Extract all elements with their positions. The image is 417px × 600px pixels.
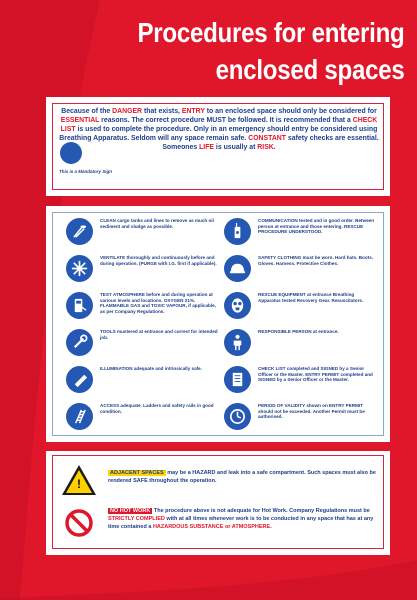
mandatory-sign-icon xyxy=(60,142,82,164)
procedure-text: SAFETY CLOTHING must be worn. Hard hats. Boots. Gloves. Harness. Protective Clothes. xyxy=(258,255,374,266)
procedure-item xyxy=(56,218,216,255)
no-hot-work-text xyxy=(108,507,380,531)
exclamation-icon: ! xyxy=(77,477,81,491)
ladder-icon xyxy=(66,403,93,430)
procedure-text: VENTILATE thoroughly and continuously before and during operation. (PURGE with I.G. first if applicable). xyxy=(100,255,217,266)
checklist-word: CHECK LIST xyxy=(60,117,378,133)
procedure-text: PERIOD OF VALIDITY shown on ENTRY PERMIT should not be exceeded. Another Permit must be authorised. xyxy=(258,403,365,420)
procedure-item xyxy=(214,403,374,440)
title-line-1: Procedures for entering xyxy=(137,17,405,48)
clock-icon xyxy=(224,403,251,430)
procedure-text: ILLUMINATION adequate and intrinsically safe. xyxy=(100,366,203,371)
procedure-text: TOOLS mustered at entrance and correct for intended job. xyxy=(100,329,218,340)
mandatory-caption: This is a Mandatory Sign xyxy=(59,169,113,174)
intro-fragment: is usually at xyxy=(214,144,258,151)
intro-fragment: is used to complete the procedure. Only in an emergency should entry be considered using Breathing Apparatus. Seldom will any space remain safe. xyxy=(59,126,378,142)
procedure-item xyxy=(214,255,374,292)
procedure-item xyxy=(214,366,374,403)
intro-fragment: . xyxy=(273,144,276,151)
wrench-icon xyxy=(66,329,93,356)
procedures-left-column xyxy=(56,218,216,440)
adjacent-spaces-tag: ADJACENT SPACES xyxy=(110,470,164,476)
risk-word: RISK xyxy=(257,144,274,151)
cargo-tank-icon xyxy=(66,218,93,245)
breathing-mask-icon xyxy=(224,292,251,319)
torch-icon xyxy=(66,366,93,393)
radio-icon xyxy=(224,218,251,245)
procedure-text: CHECK LIST completed and SIGNED by a Senior Officer or the Master. ENTRY PERMIT completed and SIGNED by a Senior Officer or the Master. xyxy=(258,366,373,383)
strictly-complied-word: STRICTLY COMPLIED xyxy=(108,516,165,522)
entry-word: ENTRY xyxy=(181,108,205,115)
hard-hat-icon xyxy=(224,255,251,282)
procedures-panel xyxy=(46,206,390,442)
procedure-item xyxy=(56,366,216,403)
procedures-right-column xyxy=(214,218,374,440)
procedure-item xyxy=(56,255,216,292)
adjacent-fragment: may be a HAZARD and leak into a safe compartment. Such spaces must also be rendered SAFE throughout the operation. xyxy=(108,470,376,484)
intro-fragment: Because of the xyxy=(61,108,113,115)
hazardous-substance-word: HAZARDOUS SUBSTANCE or ATMOSPHERE xyxy=(152,524,271,530)
no-hot-work-fragment: . xyxy=(270,524,272,530)
no-hot-work-tag: NO HOT WORK xyxy=(110,508,151,514)
procedure-item xyxy=(214,218,374,255)
procedure-text: CLEAN cargo tanks and lines to remove as much oil sediment and sludge as possible. xyxy=(100,218,214,229)
procedure-item xyxy=(56,292,216,329)
no-hot-work-fragment: with at all times whenever work is to be conducted in any space that has at any time contained a xyxy=(108,516,374,530)
intro-panel xyxy=(46,97,390,196)
adjacent-spaces-text xyxy=(108,469,378,485)
intro-fragment: reasons. The correct procedure MUST be followed. It is recommended that a xyxy=(99,117,353,124)
life-word: LIFE xyxy=(199,144,215,151)
procedure-item xyxy=(56,329,216,366)
intro-fragment: that exists, xyxy=(142,108,182,115)
no-hot-work-fragment: The procedure above is not adequate for Hot Work. Company Regulations must be xyxy=(152,508,370,514)
essential-word: ESSENTIAL xyxy=(60,117,100,124)
procedure-item xyxy=(214,329,374,366)
person-icon xyxy=(224,329,251,356)
warnings-panel xyxy=(46,451,390,555)
title-line-2: enclosed spaces xyxy=(216,54,405,85)
ventilation-fan-icon xyxy=(66,255,93,282)
intro-fragment: safety checks are essential. Someones xyxy=(162,135,379,151)
procedure-text: RESPONSIBLE PERSON at entrance. xyxy=(258,329,339,334)
procedure-text: COMMUNICATION tested and in good order. Between person at entrance and those entering. RESCUE PROCEDURE UNDERSTOOD. xyxy=(258,218,375,235)
danger-word: DANGER xyxy=(112,108,143,115)
page-title xyxy=(138,14,405,88)
intro-text xyxy=(55,107,383,152)
procedure-text: TEST ATMOSPHERE before and during operation at various levels and locations. OXYGEN 21%. FLAMMABLE GAS and TOXIC VAPOUR, if applicable, as per Company Regulations. xyxy=(100,292,216,314)
procedure-text: ACCESS adequate. Ladders and safety rails in good condition. xyxy=(100,403,214,414)
no-hot-work-icon xyxy=(64,508,94,538)
procedure-text: RESCUE EQUIPMENT at entrance Breathing Apparatus tested Recovery Gear. Resuscitators. xyxy=(258,292,364,303)
intro-fragment: to an enclosed space should only be considered for xyxy=(204,108,377,115)
gas-detector-icon xyxy=(66,292,93,319)
constant-word: CONSTANT xyxy=(248,135,286,142)
procedure-item xyxy=(56,403,216,440)
procedure-item xyxy=(214,292,374,329)
checklist-icon xyxy=(224,366,251,393)
